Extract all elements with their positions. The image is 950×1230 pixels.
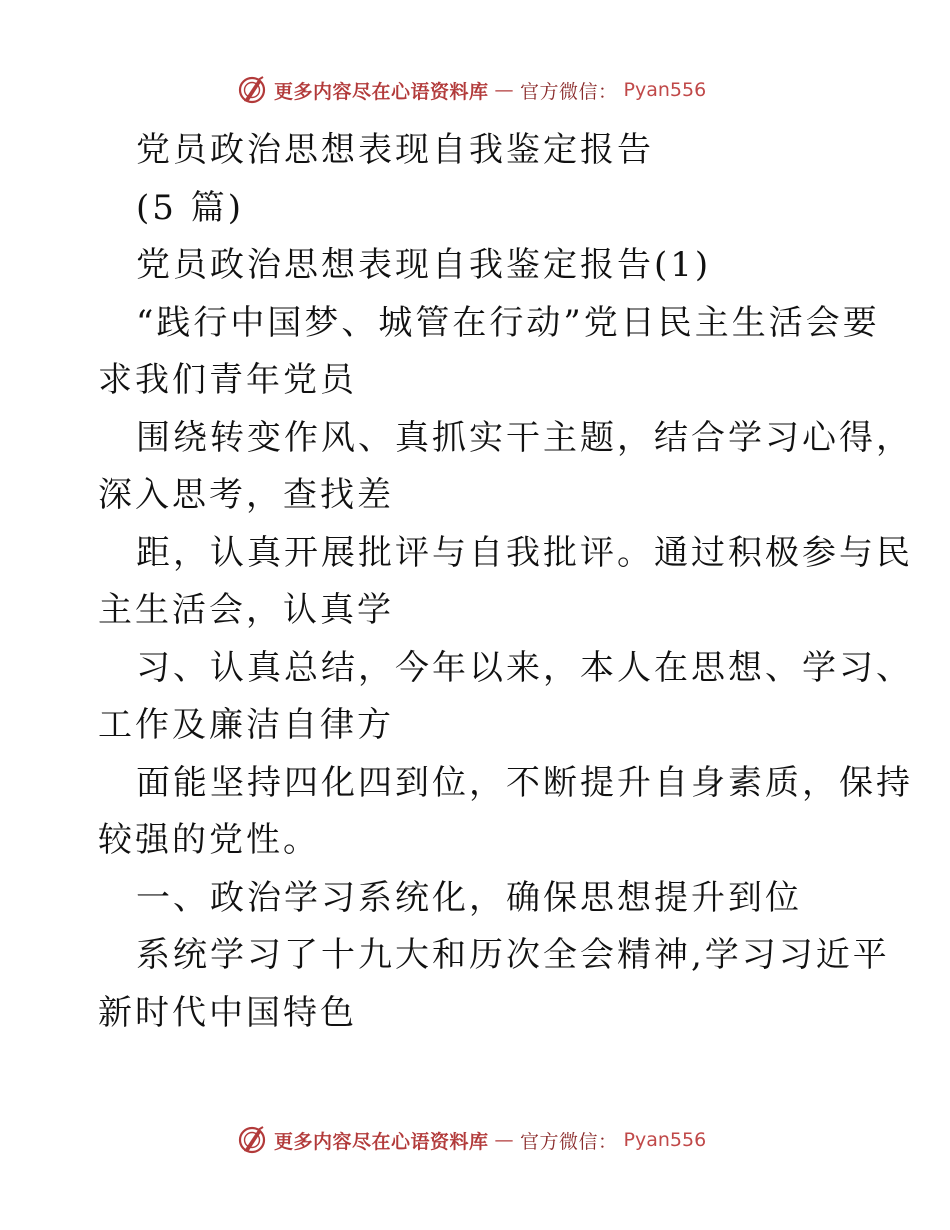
paragraph-line: 主生活会，认真学: [98, 590, 394, 630]
paragraph-line: 深入思考，查找差: [98, 475, 394, 515]
paragraph-line: 习、认真总结，今年以来，本人在思想、学习、: [136, 647, 913, 688]
paragraph-line: 围绕转变作风、真抓实干主题，结合学习心得，: [136, 417, 913, 458]
paragraph-line: 工作及廉洁自律方: [98, 705, 394, 745]
quill-seal-icon: [236, 1124, 268, 1156]
watermark-official-label: 官方微信：: [520, 80, 618, 103]
footer-watermark: [236, 1122, 756, 1158]
header-watermark: [236, 72, 756, 108]
watermark-separator: —: [494, 79, 515, 101]
paragraph-line: 系统学习了十九大和历次全会精神,学习习近平: [136, 935, 890, 975]
document-body: [98, 122, 913, 1042]
quill-seal-icon: [236, 74, 268, 106]
paragraph-line: 较强的党性。: [98, 820, 320, 860]
paragraph-line: 面能坚持四化四到位，不断提升自身素质，保持: [136, 762, 913, 803]
watermark-separator: —: [494, 1129, 515, 1151]
section-heading-political-study: 一、政治学习系统化，确保思想提升到位: [136, 877, 802, 918]
paragraph-line: 距，认真开展批评与自我批评。通过积极参与民: [136, 532, 913, 573]
document-subtitle-count: (5 篇): [136, 187, 244, 228]
section-heading-report-1: 党员政治思想表现自我鉴定报告(1): [136, 245, 712, 285]
watermark-wechat-id: Pyan556: [623, 1129, 707, 1151]
paragraph-line: “践行中国梦、城管在行动”党日民主生活会要: [136, 302, 880, 343]
document-title: 党员政治思想表现自我鉴定报告: [136, 130, 654, 170]
paragraph-line: 新时代中国特色: [98, 992, 357, 1033]
watermark-wechat-id: Pyan556: [623, 79, 707, 101]
paragraph-line: 求我们青年党员: [98, 360, 357, 400]
watermark-library-text: 更多内容尽在心语资料库: [274, 1130, 489, 1153]
watermark-official-label: 官方微信：: [520, 1130, 618, 1153]
watermark-library-text: 更多内容尽在心语资料库: [274, 80, 489, 103]
